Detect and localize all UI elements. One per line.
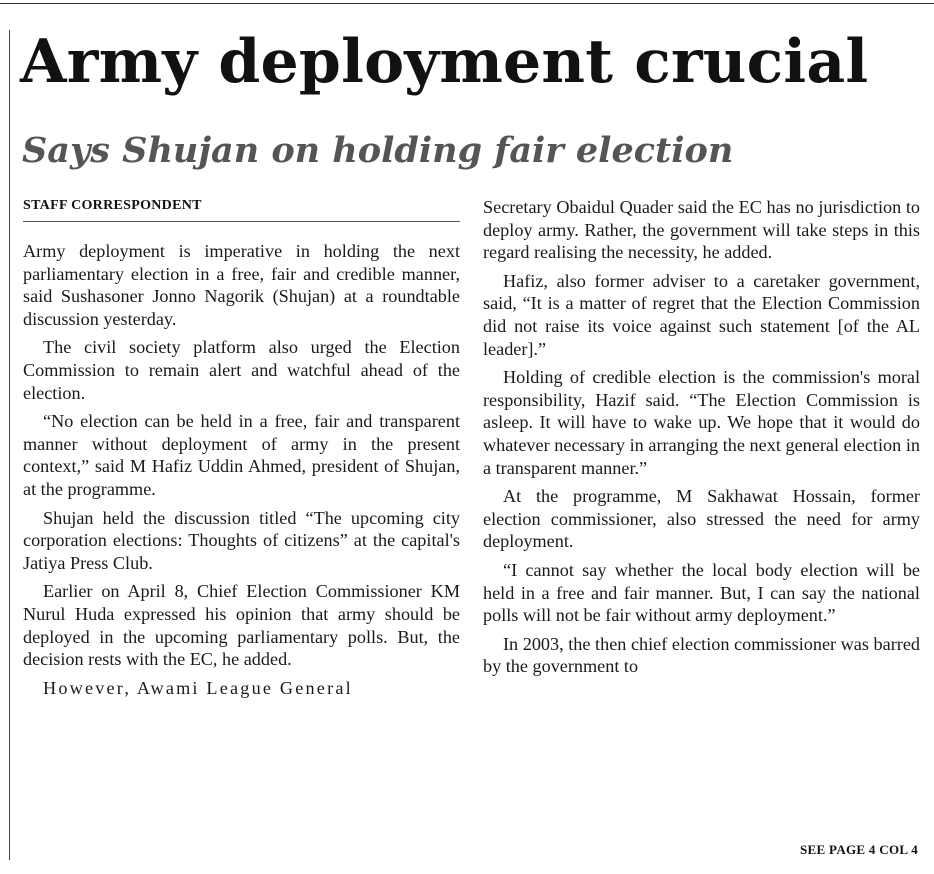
paragraph: At the programme, M Sakhawat Hossain, former election commissioner, also stressed the need for army deployment. [483,486,920,552]
paragraph: “I cannot say whether the local body election will be held in a free and fair manner. But, I can say the national polls will not be fair without army deployment.” [483,559,920,626]
byline-rule [23,221,460,222]
left-column-rule [9,30,10,860]
paragraph: However, Awami League General [43,677,353,698]
top-rule [0,3,934,4]
continuation-jump-line[interactable]: SEE PAGE 4 COL 4 [800,842,918,857]
byline: STAFF CORRESPONDENT [23,198,202,213]
paragraph: Hafiz, also former adviser to a caretaker government, said, “It is a matter of regret that the Election Commission did not raise its voice against such statement [of the AL leader].” [483,270,920,359]
paragraph: Army deployment is imperative in holding the next parliamentary election in a free, fair and credible manner, said Sushasoner Jonno Nagorik (Shujan) at a roundtable discussion yesterday. [23,241,460,329]
paragraph: Secretary Obaidul Quader said the EC has no jurisdiction to deploy army. Rather, the government will take steps in this regard realising the necessity, he added. [483,197,920,263]
headline: Army deployment crucial [20,27,869,97]
paragraph: Shujan held the discussion titled “The upcoming city corporation elections: Thoughts of citizens” at the capital's Jatiya Press Club. [23,507,460,573]
paragraph: In 2003, the then chief election commissioner was barred by the government to [483,633,920,677]
paragraph: “No election can be held in a free, fair and transparent manner without deployment of army in the present context,” said M Hafiz Uddin Ahmed, president of Shujan, at the programme. [23,411,460,499]
paragraph: Earlier on April 8, Chief Election Commissioner KM Nurul Huda expressed his opinion that army should be deployed in the upcoming parliamentary polls. But, the decision rests with the EC, he added. [23,581,460,670]
paragraph: Holding of credible election is the commission's moral responsibility, Hazif said. “The Election Commission is asleep. It will have to wake up. We hope that it would do whatever necessary in arranging the next general election in a transparent manner.” [483,367,920,478]
subheadline: Says Shujan on holding fair election [22,130,734,171]
article-column-2 [483,196,920,832]
article-column-1 [23,240,460,865]
paragraph: The civil society platform also urged the Election Commission to remain alert and watchful ahead of the election. [23,337,460,403]
